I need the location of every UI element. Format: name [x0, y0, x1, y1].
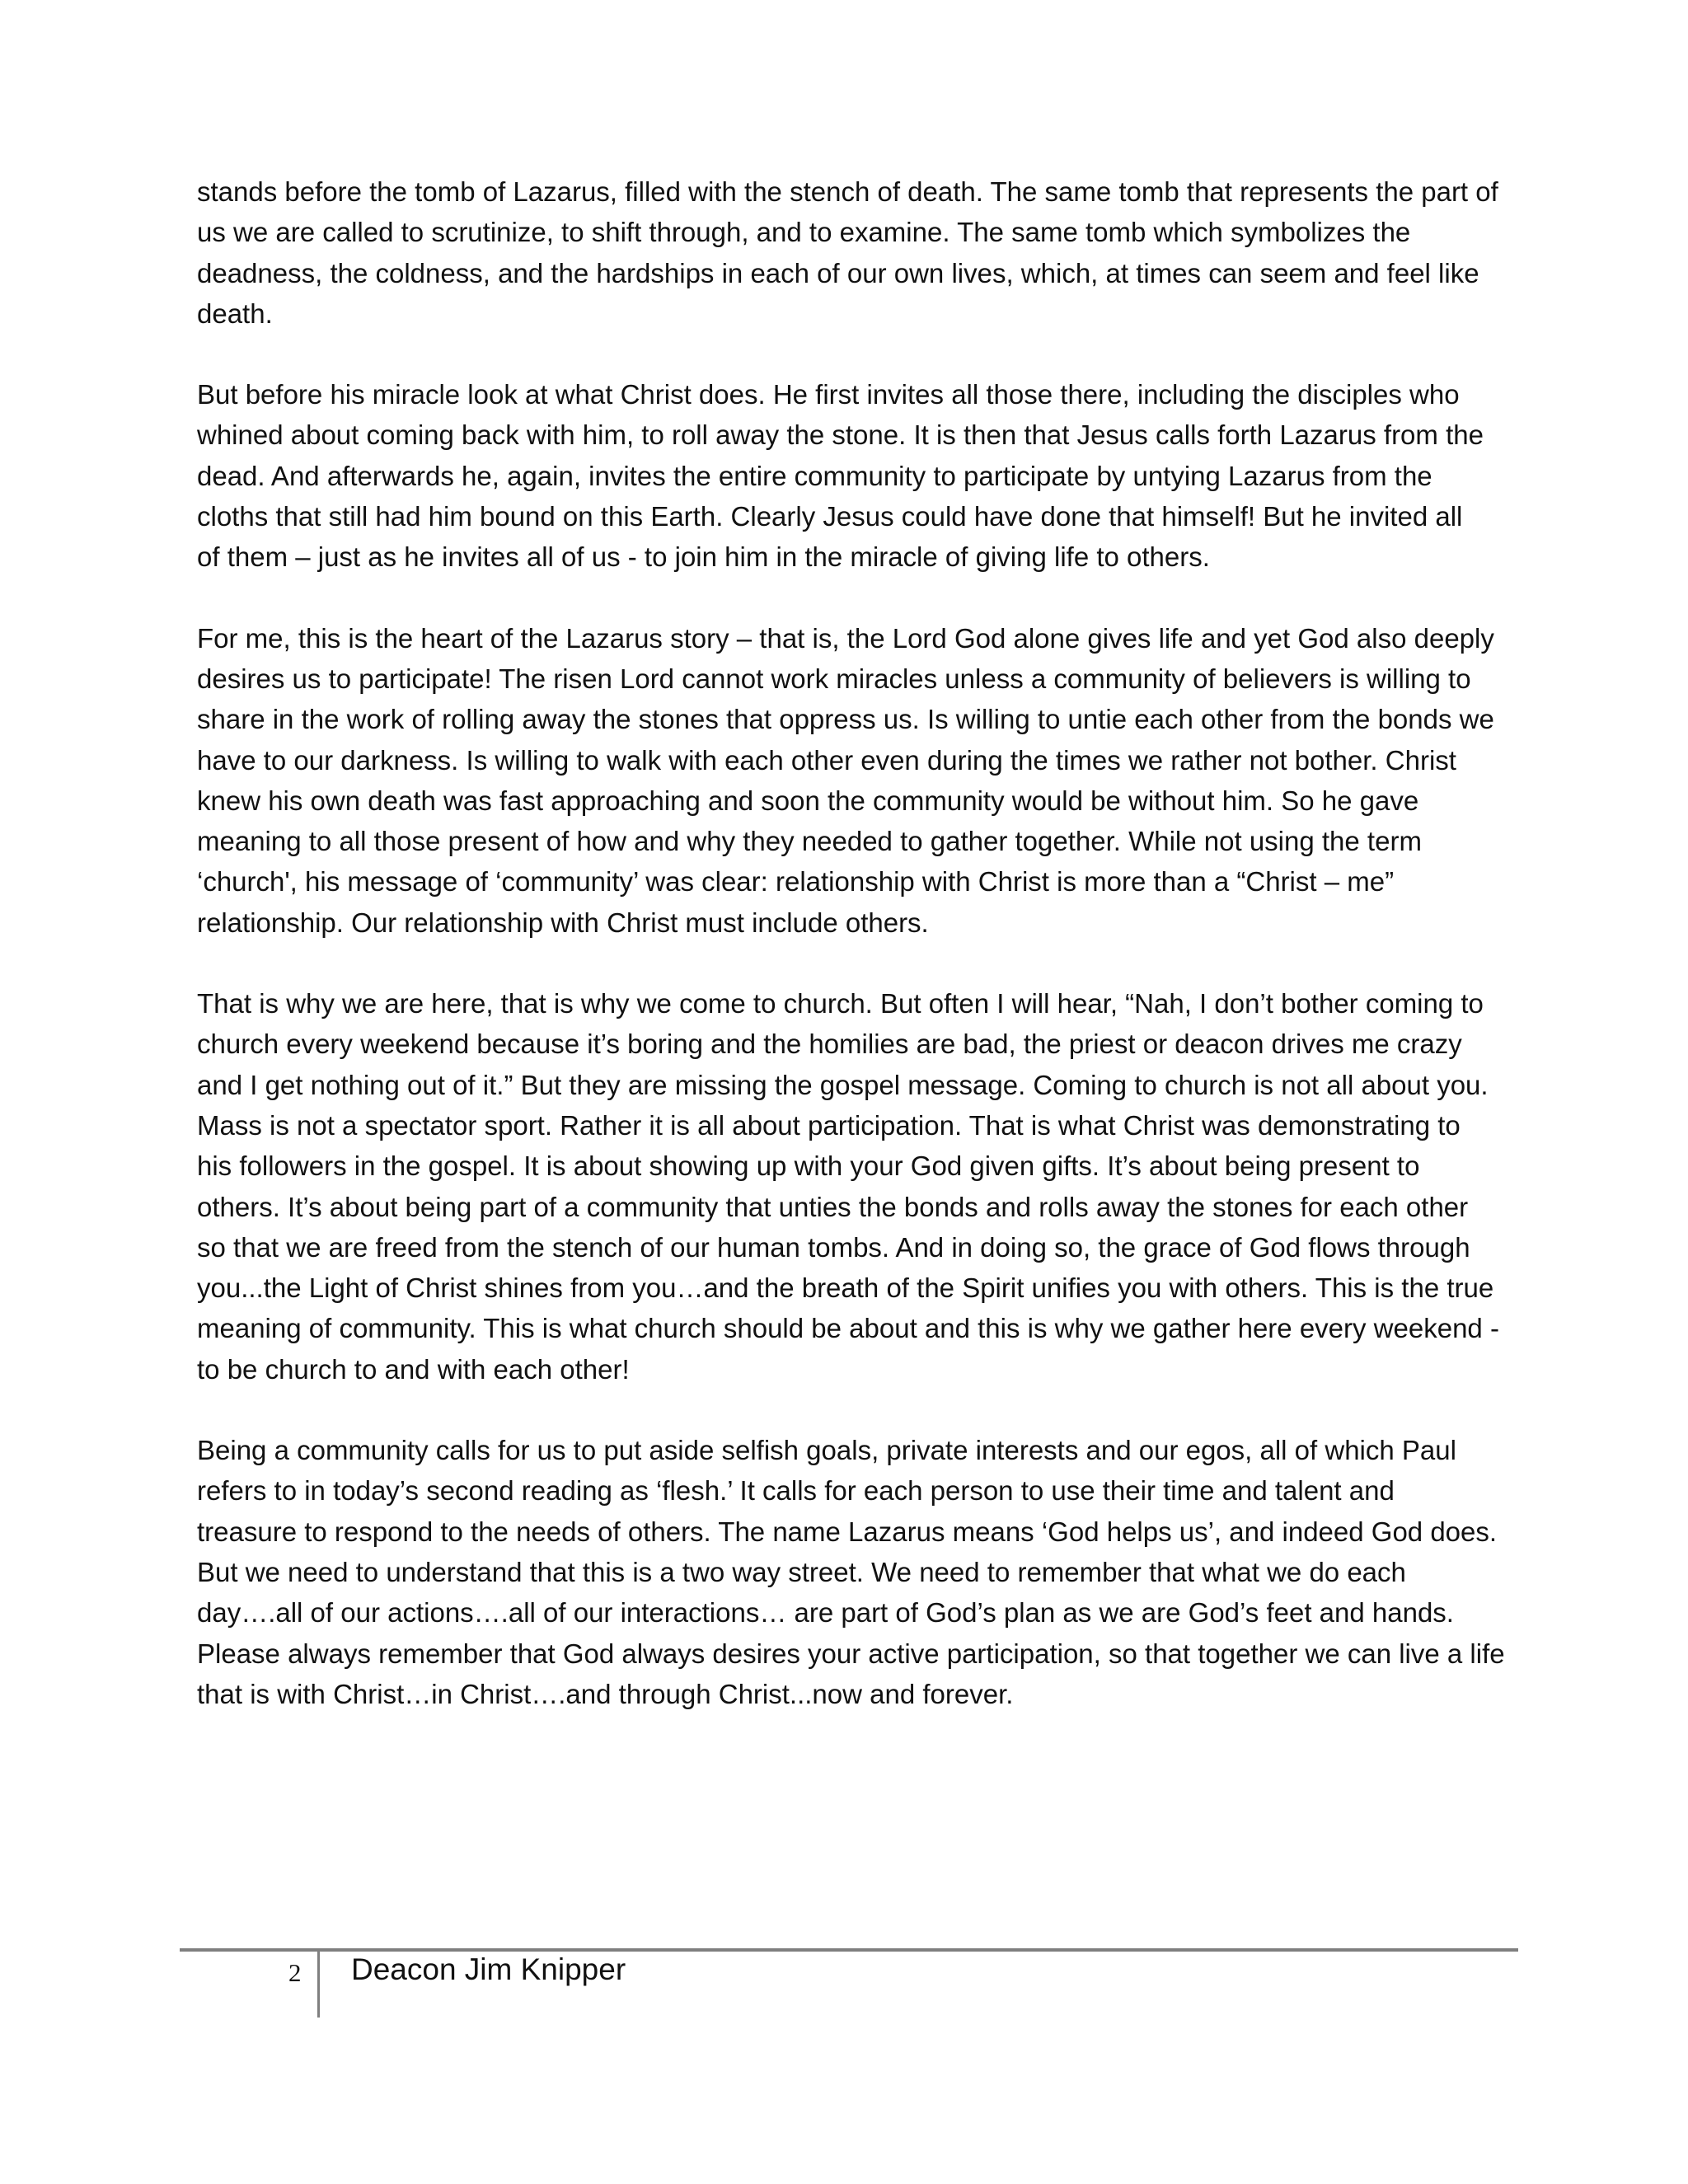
footer-divider	[317, 1950, 320, 2018]
page-number: 2	[288, 1958, 302, 1987]
paragraph-5: Being a community calls for us to put aside selfish goals, private interests and our egos, all of which Paul refers to in today’s second reading as ‘flesh.’ It calls for each person to use their time and talent and treasure to respond to the needs of others. The name Lazarus means ‘God helps us’, and indeed God does. But we need to understand that this is a two way street. We need to remember that what we do each day….all of our actions….all of our interactions… are part of God’s plan as we are God’s feet and hands. Please always remember that God always desires your active participation, so that together we can live a life that is with Christ…in Christ….and through Christ...now and forever.	[197, 1435, 1505, 1709]
footer-rule	[180, 1948, 1518, 1952]
footer-author: Deacon Jim Knipper	[351, 1952, 626, 1986]
paragraph-4: That is why we are here, that is why we come to church. But often I will hear, “Nah, I don’t bother coming to church every weekend because it’s boring and the homilies are bad, the priest or deacon drives me crazy and I get nothing out of it.” But they are missing the gospel message. Coming to church is not all about you. Mass is not a spectator sport. Rather it is all about participation. That is what Christ was demonstrating to his followers in the gospel. It is about showing up with your God given gifts. It’s about being present to others. It’s about being part of a community that unties the bonds and rolls away the stones for each other so that we are freed from the stench of our human tombs. And in doing so, the grace of God flows through you...the Light of Christ shines from you…and the breath of the Spirit unifies you with others. This is the true meaning of community. This is what church should be about and this is why we gather here every weekend - to be church to and with each other!	[197, 988, 1499, 1385]
paragraph-3: For me, this is the heart of the Lazarus story – that is, the Lord God alone gives life and yet God also deeply desires us to participate! The risen Lord cannot work miracles unless a community of believers is willing to share in the work of rolling away the stones that oppress us. Is willing to untie each other from the bonds we have to our darkness. Is willing to walk with each other even during the times we rather not bother. Christ knew his own death was fast approaching and soon the community would be without him. So he gave meaning to all those present of how and why they needed to gather together. While not using the term ‘church', his message of ‘community’ was clear: relationship with Christ is more than a “Christ – me” relationship. Our relationship with Christ must include others.	[197, 622, 1494, 938]
body-text	[197, 171, 1507, 1755]
paragraph-2: But before his miracle look at what Christ does. He first invites all those there, including the disciples who whined about coming back with him, to roll away the stone. It is then that Jesus calls forth Lazarus from the dead. And afterwards he, again, invites the entire community to participate by untying Lazarus from the cloths that still had him bound on this Earth. Clearly Jesus could have done that himself! But he invited all of them – just as he invites all of us - to join him in the miracle of giving life to others.	[197, 379, 1484, 573]
paragraph-1: stands before the tomb of Lazarus, filled with the stench of death. The same tomb that represents the part of us we are called to scrutinize, to shift through, and to examine. The same tomb which symbolizes the deadness, the coldness, and the hardships in each of our own lives, which, at times can seem and feel like death.	[197, 176, 1498, 329]
